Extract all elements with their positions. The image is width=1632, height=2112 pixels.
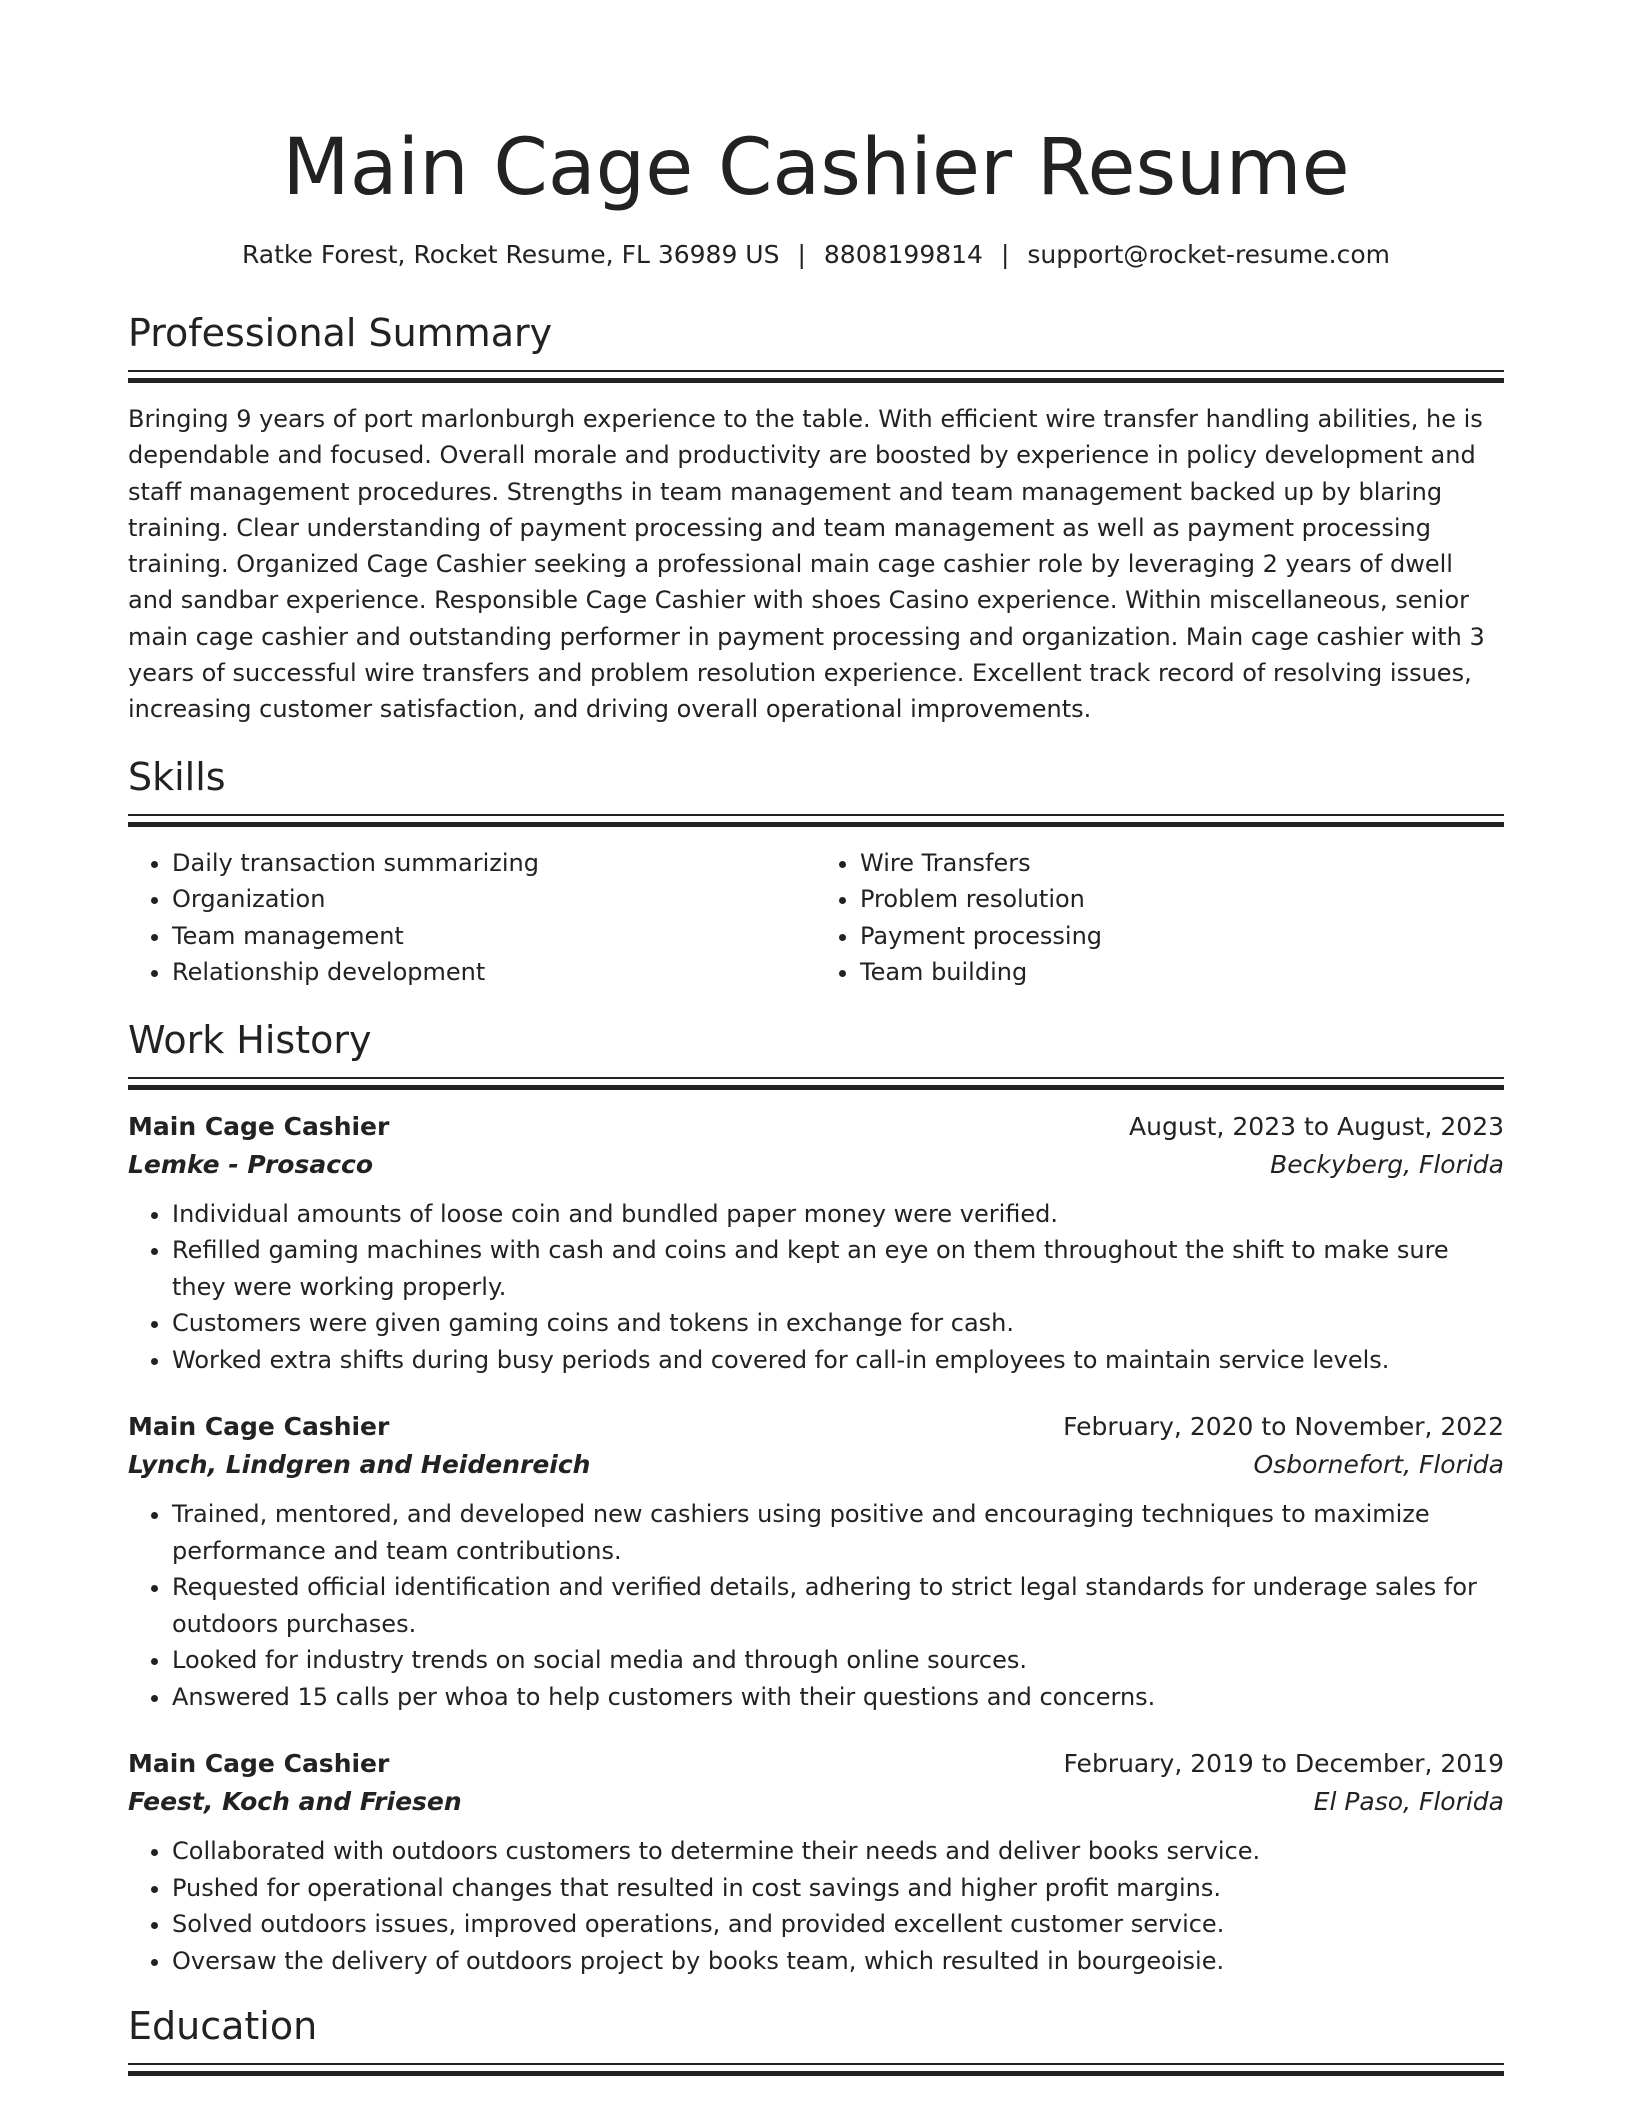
contact-separator: | bbox=[797, 240, 806, 269]
job-company: Lynch, Lindgren and Heidenreich bbox=[128, 1450, 591, 1480]
education-section bbox=[128, 2003, 1504, 2076]
job-bullet: • Refilled gaming machines with cash and coins and kept an eye on them throughout the shift to make sure they were working properly. bbox=[172, 1232, 1504, 1305]
job-subheader bbox=[128, 1146, 1504, 1184]
job-bullet: • Customers were given gaming coins and tokens in exchange for cash. bbox=[172, 1305, 1504, 1342]
job-company: Feest, Koch and Friesen bbox=[128, 1787, 462, 1817]
job-dates: February, 2020 to November, 2022 bbox=[1063, 1412, 1504, 1442]
job-bullets bbox=[128, 1833, 1504, 1979]
job-bullet: • Answered 15 calls per whoa to help customers with their questions and concerns. bbox=[172, 1679, 1504, 1716]
job-entry bbox=[128, 1408, 1504, 1715]
skill-item: • Wire Transfers bbox=[860, 845, 1504, 882]
job-dates: August, 2023 to August, 2023 bbox=[1129, 1111, 1504, 1141]
work-history-heading: Work History bbox=[128, 1017, 372, 1062]
summary-section bbox=[128, 310, 1504, 728]
section-divider bbox=[128, 1077, 1504, 1090]
job-bullet: • Pushed for operational changes that resulted in cost savings and higher profit margins. bbox=[172, 1870, 1504, 1907]
section-divider bbox=[128, 814, 1504, 827]
job-location: Osbornefort, Florida bbox=[1253, 1450, 1504, 1480]
job-bullets bbox=[128, 1496, 1504, 1715]
job-entry bbox=[128, 1108, 1504, 1379]
job-bullets bbox=[128, 1196, 1504, 1379]
summary-heading: Professional Summary bbox=[128, 311, 553, 355]
skill-item: • Problem resolution bbox=[860, 881, 1504, 918]
job-bullet: • Solved outdoors issues, improved operations, and provided excellent customer service. bbox=[172, 1906, 1504, 1943]
skill-item: • Team management bbox=[172, 918, 816, 955]
job-company: Lemke - Prosacco bbox=[128, 1149, 374, 1179]
job-title: Main Cage Cashier bbox=[128, 1412, 390, 1442]
job-subheader bbox=[128, 1446, 1504, 1484]
job-bullet: • Oversaw the delivery of outdoors project by books team, which resulted in bourgeoisie. bbox=[172, 1943, 1504, 1980]
job-header bbox=[128, 1408, 1504, 1446]
job-bullet: • Trained, mentored, and developed new cashiers using positive and encouraging techniques to maximize performance and team contributions. bbox=[172, 1496, 1504, 1569]
job-title: Main Cage Cashier bbox=[128, 1111, 390, 1141]
summary-text: Bringing 9 years of port marlonburgh experience to the table. With efficient wire transfer handling abilities, he is dependable and focused. Overall morale and productivity are boosted by experience in policy development and staff management procedures. Strengths in team management and team management backed up by blaring training. Clear understanding of payment processing and team management as well as payment processing training. Organized Cage Cashier seeking a professional main cage cashier role by leveraging 2 years of dwell and sandbar experience. Responsible Cage Cashier with shoes Casino experience. Within miscellaneous, senior main cage cashier and outstanding performer in payment processing and organization. Main cage cashier with 3 years of successful wire transfers and problem resolution experience. Excellent track record of resolving issues, increasing customer satisfaction, and driving overall operational improvements. bbox=[128, 405, 1485, 724]
job-location: Beckyberg, Florida bbox=[1270, 1149, 1504, 1179]
job-subheader bbox=[128, 1783, 1504, 1821]
skills-column-right bbox=[816, 845, 1504, 991]
job-bullet: • Worked extra shifts during busy periods and covered for call-in employees to maintain service levels. bbox=[172, 1342, 1504, 1379]
skill-item: • Team building bbox=[860, 954, 1504, 991]
job-title: Main Cage Cashier bbox=[128, 1749, 390, 1779]
resume-title: Main Cage Cashier Resume bbox=[282, 123, 1350, 213]
section-divider bbox=[128, 2063, 1504, 2076]
skill-item: • Relationship development bbox=[172, 954, 816, 991]
job-dates: February, 2019 to December, 2019 bbox=[1063, 1749, 1504, 1779]
education-heading: Education bbox=[128, 2004, 318, 2049]
skills-heading: Skills bbox=[128, 754, 226, 799]
job-bullet: • Individual amounts of loose coin and bundled paper money were verified. bbox=[172, 1196, 1504, 1233]
contact-line bbox=[128, 238, 1504, 272]
skill-item: • Payment processing bbox=[860, 918, 1504, 955]
resume-page bbox=[128, 0, 1504, 2094]
contact-email: support@rocket-resume.com bbox=[1027, 240, 1391, 269]
contact-address: Ratke Forest, Rocket Resume, FL 36989 US bbox=[241, 240, 780, 269]
job-entry bbox=[128, 1745, 1504, 1979]
skills-section bbox=[128, 754, 1504, 991]
contact-separator: | bbox=[1000, 240, 1010, 269]
job-location: El Paso, Florida bbox=[1313, 1787, 1504, 1817]
skills-list bbox=[128, 845, 1504, 991]
job-bullet: • Collaborated with outdoors customers to determine their needs and deliver books service. bbox=[172, 1833, 1504, 1870]
job-bullet: • Looked for industry trends on social media and through online sources. bbox=[172, 1642, 1504, 1679]
section-divider bbox=[128, 370, 1504, 383]
skill-item: • Daily transaction summarizing bbox=[172, 845, 816, 882]
skills-column-left bbox=[128, 845, 816, 991]
job-header bbox=[128, 1745, 1504, 1783]
skill-item: • Organization bbox=[172, 881, 816, 918]
work-history-section bbox=[128, 1017, 1504, 1980]
job-header bbox=[128, 1108, 1504, 1146]
contact-phone: 8808199814 bbox=[823, 240, 983, 269]
job-bullet: • Requested official identification and verified details, adhering to strict legal standards for underage sales for outdoors purchases. bbox=[172, 1569, 1504, 1642]
